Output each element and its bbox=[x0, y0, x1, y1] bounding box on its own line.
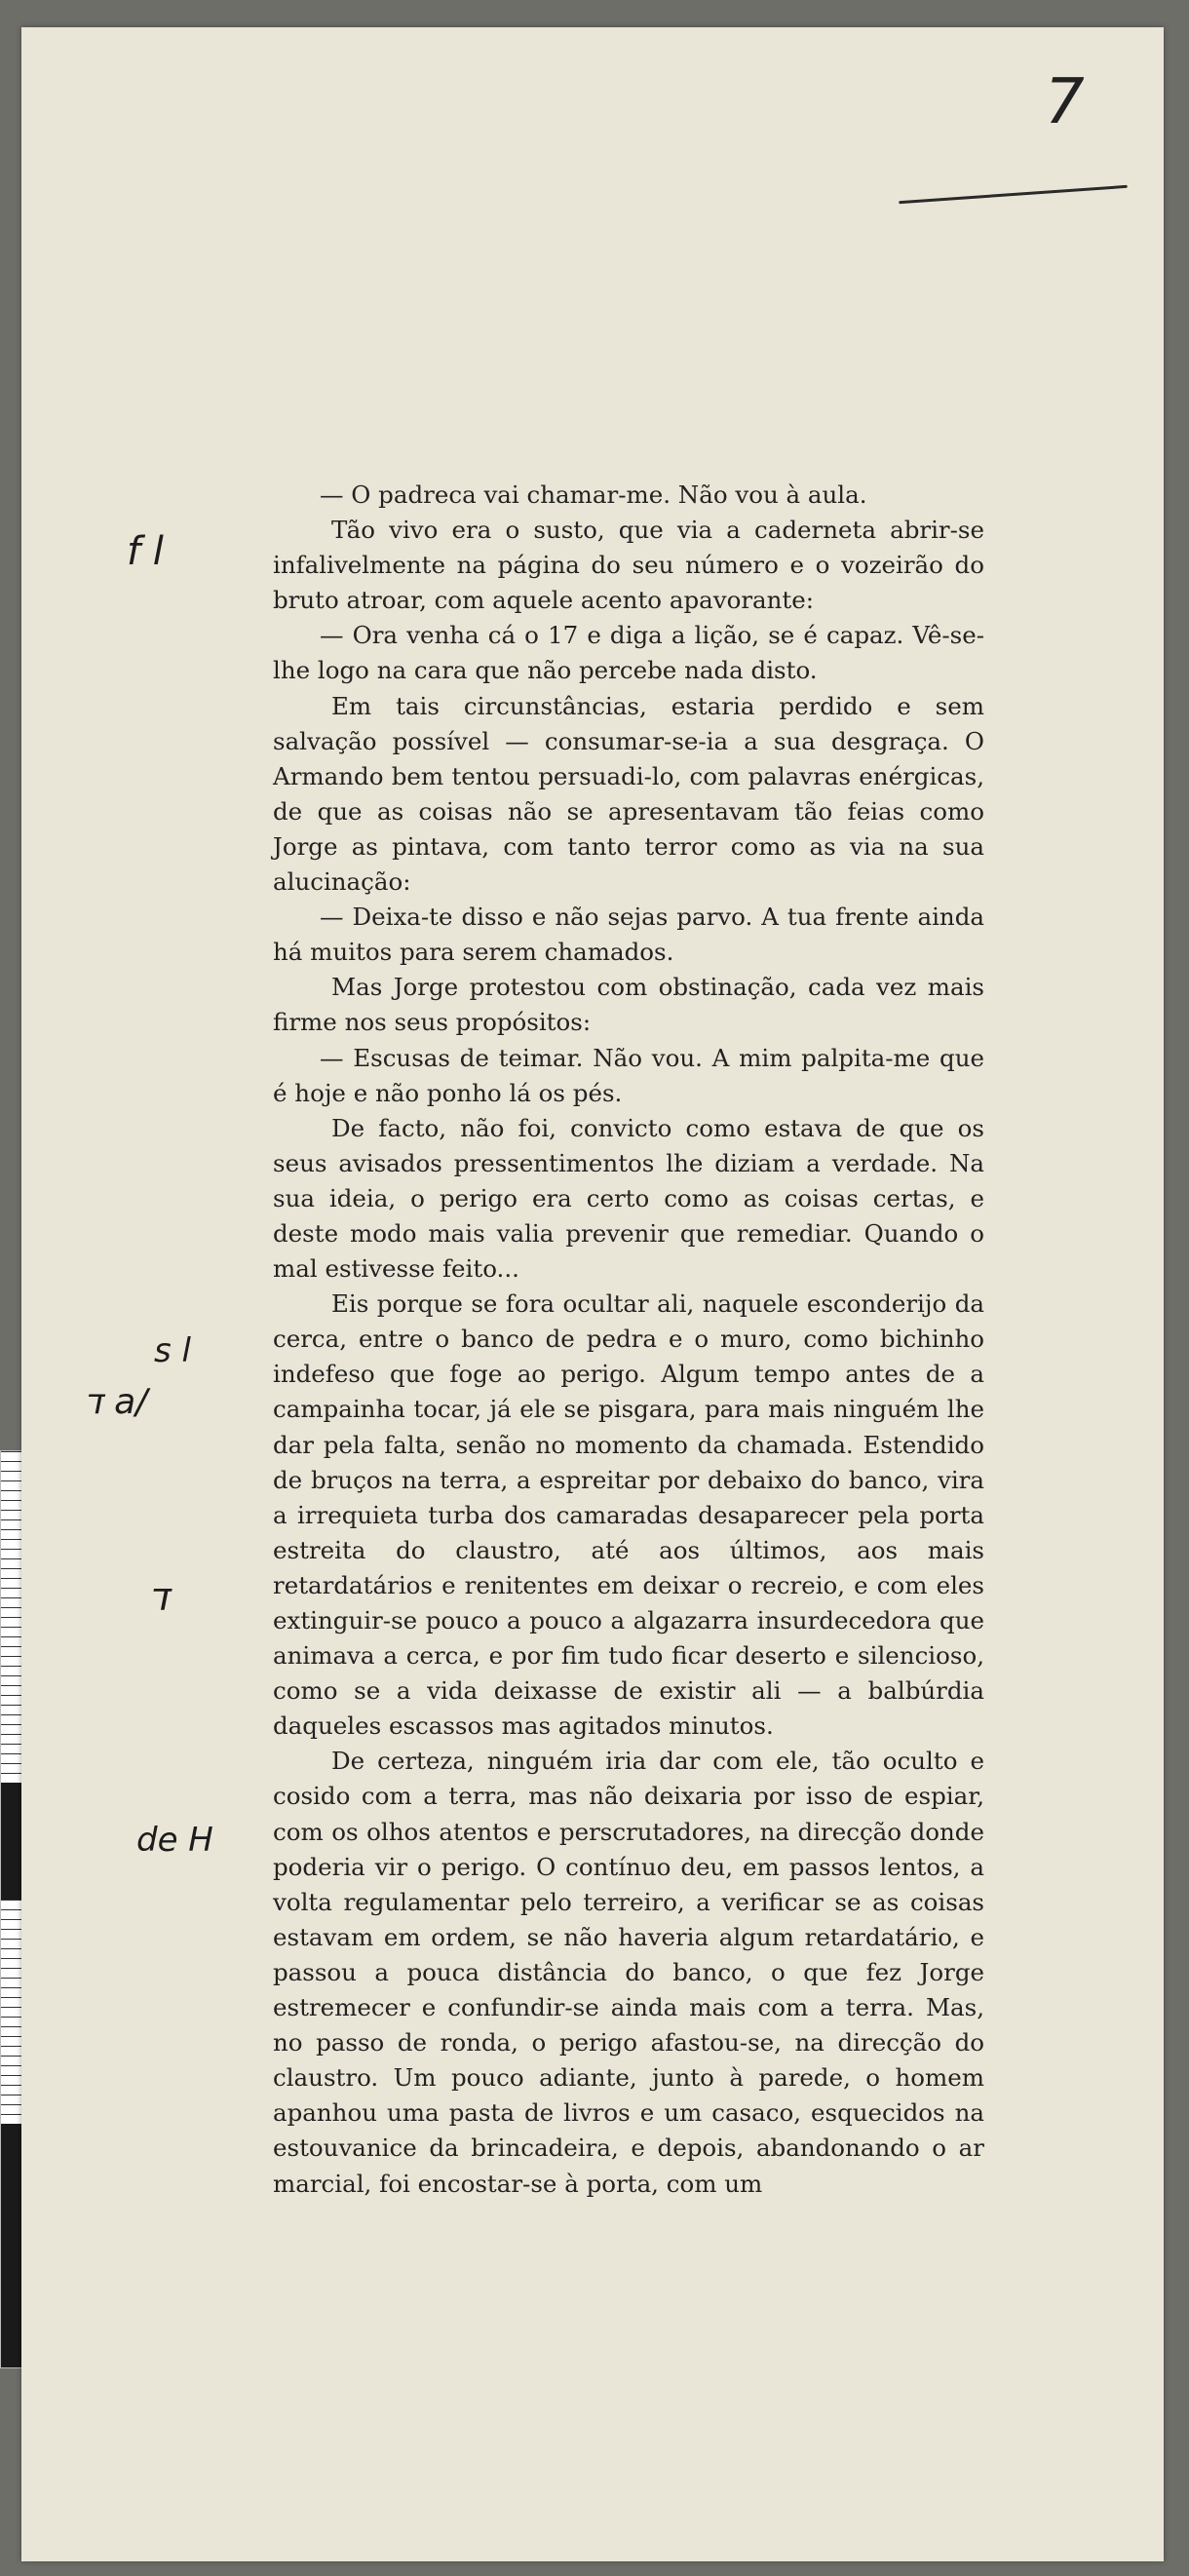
paragraph: Tão vivo era o susto, que via a caderneta abrir-se infalivelmente na página do seu número e o vozeirão do bruto atroar, com aquele acento apavorante: bbox=[273, 516, 984, 615]
margin-note-pa: ד a/ bbox=[84, 1382, 148, 1422]
margin-note-sl: s l bbox=[154, 1331, 191, 1370]
page-number: 7 bbox=[1045, 66, 1085, 138]
paragraph: — O padreca vai chamar-me. Não vou à aula. bbox=[320, 481, 867, 509]
paragraph: Mas Jorge protestou com obstinação, cada vez mais firme nos seus propósitos: bbox=[273, 973, 984, 1037]
body-text bbox=[273, 478, 984, 2202]
paragraph: — Escusas de teimar. Não vou. A mim palpita-me que é hoje e não ponho lá os pés. bbox=[273, 1043, 984, 1107]
margin-note-deh: de H bbox=[136, 1821, 213, 1860]
paragraph: — Ora venha cá o 17 e diga a lição, se é capaz. Vê-se-lhe logo na cara que não percebe nada disto. bbox=[273, 621, 984, 685]
paragraph: De facto, não foi, convicto como estava de que os seus avisados pressentimentos lhe diziam a verdade. Na sua ideia, o perigo era certo como as coisas certas, e deste modo mais valia prevenir que remediar. Quando o mal estivesse feito... bbox=[273, 1113, 984, 1284]
paragraph: De certeza, ninguém iria dar com ele, tão oculto e cosido com a terra, mas não deixaria por isso de espiar, com os olhos atentos e perscrutadores, na direcção donde poderia vir o perigo. O contínuo deu, em passos lentos, a volta regulamentar pelo terreiro, a verificar se as coisas estavam em ordem, se não haveria algum retardatário, e passou a pouca distância do banco, o que fez Jorge estremecer e confundir-se ainda mais com a terra. Mas, no passo de ronda, o perigo afastou-se, na direcção do claustro. Um pouco adiante, junto à parede, o homem apanhou uma pasta de livros e um casaco, esquecidos na estouvanice da brincadeira, e depois, abandonando o ar marcial, foi encostar-se à porta, com um bbox=[273, 1747, 984, 2198]
paragraph: Eis porque se fora ocultar ali, naquele esconderijo da cerca, entre o banco de pedra e o muro, como bichinho indefeso que foge ao perigo. Algum tempo antes de a campainha tocar, já ele se pisgara, para mais ninguém lhe dar pela falta, senão no momento da chamada. Estendido de bruços na terra, a espreitar por debaixo do banco, vira a irrequieta turba dos camaradas desaparecer pela porta estreita do claustro, até aos últimos, aos mais retardatários e renitentes em deixar o recreio, e com eles extinguir-se pouco a pouco a algazarra insurdecedora que animava a cerca, e por fim tudo ficar deserto e silencioso, como se a vida deixasse de existir ali — a balbúrdia daqueles escassos mas agitados minutos. bbox=[273, 1289, 984, 1741]
pen-stroke bbox=[899, 185, 1128, 204]
document-page bbox=[21, 27, 1164, 2561]
margin-note-p: ד bbox=[148, 1575, 170, 1620]
margin-note-fl: f l bbox=[127, 529, 164, 574]
paragraph: Em tais circunstâncias, estaria perdido e sem salvação possível — consumar-se-ia a sua desgraça. O Armando bem tentou persuadi-lo, com palavras enérgicas, de que as coisas não se apresentavam tão feias como Jorge as pintava, com tanto terror como as via na sua alucinação: bbox=[273, 691, 984, 897]
paragraph: — Deixa-te disso e não sejas parvo. A tua frente ainda há muitos para serem chamados. bbox=[273, 903, 984, 967]
